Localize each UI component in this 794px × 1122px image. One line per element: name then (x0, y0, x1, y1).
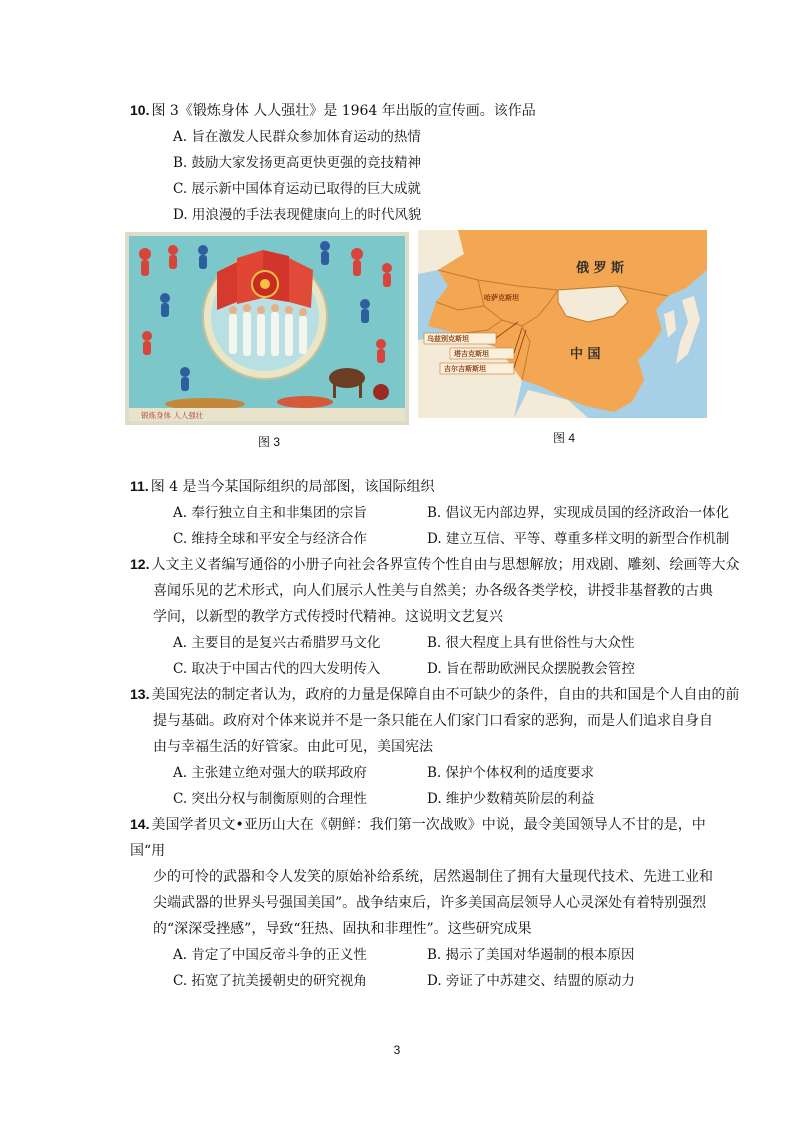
question-10 (130, 97, 740, 228)
question-13 (130, 681, 740, 812)
question-number: 12. (130, 556, 150, 572)
question-stem-line-3: 学问，以新型的教学方式传授时代精神。这说明文艺复兴 (153, 609, 503, 625)
page-number: 3 (393, 1043, 401, 1057)
option-a: A. 肯定了中国反帝斗争的正义性 (173, 947, 367, 963)
option-c: C. 拓宽了抗美援朝史的研究视角 (173, 973, 367, 989)
label-uzbekistan: 乌兹别克斯坦 (427, 335, 469, 343)
question-stem-line-2: 喜闻乐见的艺术形式，向人们展示人性美与自然美；办各级各类学校，讲授非基督教的古典 (153, 583, 713, 599)
option-d: D. 维护少数精英阶层的利益 (427, 791, 595, 807)
option-c: C. 维持全球和平安全与经济合作 (173, 531, 367, 547)
question-stem: 图 4 是当今某国际组织的局部图，该国际组织 (150, 479, 435, 495)
option-c: C. 取决于中国古代的四大发明传入 (173, 661, 381, 677)
question-stem: 图 3《锻炼身体 人人强壮》是 1964 年出版的宣传画。该作品 (151, 103, 536, 119)
question-number: 13. (130, 686, 150, 702)
option-d: D. 建立互信、平等、尊重多样文明的新型合作机制 (427, 531, 730, 547)
poster-caption: 锻炼身体 人人强壮 (141, 411, 204, 420)
option-d: D. 旨在帮助欧洲民众摆脱教会管控 (427, 661, 635, 677)
question-number: 14. (130, 816, 150, 832)
label-russia: 俄 罗 斯 (576, 261, 625, 276)
label-kyrgyzstan: 吉尔吉斯斯坦 (444, 365, 486, 373)
question-14 (130, 811, 740, 994)
question-stem-line-2: 提与基础。政府对个体来说并不是一条只能在人们家门口看家的恶狗，而是人们追求自身自 (153, 713, 713, 729)
option-c: C. 展示新中国体育运动已取得的巨大成就 (173, 181, 421, 197)
option-d: D. 用浪漫的手法表现健康向上的时代风貌 (173, 207, 422, 223)
label-tajikistan: 塔吉克斯坦 (454, 350, 489, 358)
label-china: 中 国 (570, 347, 601, 362)
question-stem-line-3: 尖端武器的世界头号强国美国”。战争结束后，许多美国高层领导人心灵深处有着特别强烈 (153, 895, 707, 911)
figure-4-map (418, 230, 707, 418)
question-stem-line-3: 由与幸福生活的好管家。由此可见，美国宪法 (153, 739, 433, 755)
question-stem-line-1: 美国宪法的制定者认为，政府的力量是保障自由不可缺少的条件，自由的共和国是个人自由的前 (151, 687, 740, 703)
question-number: 11. (130, 478, 149, 494)
option-b: B. 倡议无内部边界，实现成员国的经济政治一体化 (427, 505, 730, 521)
question-stem-line-2: 少的可怜的武器和令人发笑的原始补给系统，居然遏制住了拥有大量现代技术、先进工业和 (153, 869, 713, 885)
figure-4-caption: 图 4 (553, 431, 576, 445)
figure-3-caption: 图 3 (258, 435, 281, 449)
option-b: B. 揭示了美国对华遏制的根本原因 (427, 947, 635, 963)
option-a: A. 旨在激发人民群众参加体育运动的热情 (173, 129, 421, 145)
figure-3-poster (125, 232, 409, 425)
option-b: B. 保护个体权利的适度要求 (427, 765, 595, 781)
question-stem-line-1: 美国学者贝文•亚历山大在《朝鲜：我们第一次战败》中说，最令美国领导人不甘的是，中国“用 (130, 817, 706, 859)
option-b: B. 很大程度上具有世俗性与大众性 (427, 635, 635, 651)
question-stem-line-1: 人文主义者编写通俗的小册子向社会各界宣传个性自由与思想解放；用戏剧、雕刻、绘画等大众 (151, 557, 740, 573)
option-a: A. 主张建立绝对强大的联邦政府 (173, 765, 367, 781)
label-kazakhstan: 哈萨克斯坦 (484, 294, 519, 302)
option-b: B. 鼓励大家发扬更高更快更强的竞技精神 (173, 155, 422, 171)
option-a: A. 奉行独立自主和非集团的宗旨 (173, 505, 367, 521)
question-11 (130, 473, 740, 552)
question-stem-line-4: 的“深深受挫感”，导致“狂热、固执和非理性”。这些研究成果 (153, 921, 532, 937)
question-12 (130, 551, 740, 682)
option-d: D. 旁证了中苏建交、结盟的原动力 (427, 973, 635, 989)
option-c: C. 突出分权与制衡原则的合理性 (173, 791, 367, 807)
question-number: 10. (130, 102, 150, 118)
option-a: A. 主要目的是复兴古希腊罗马文化 (173, 635, 381, 651)
